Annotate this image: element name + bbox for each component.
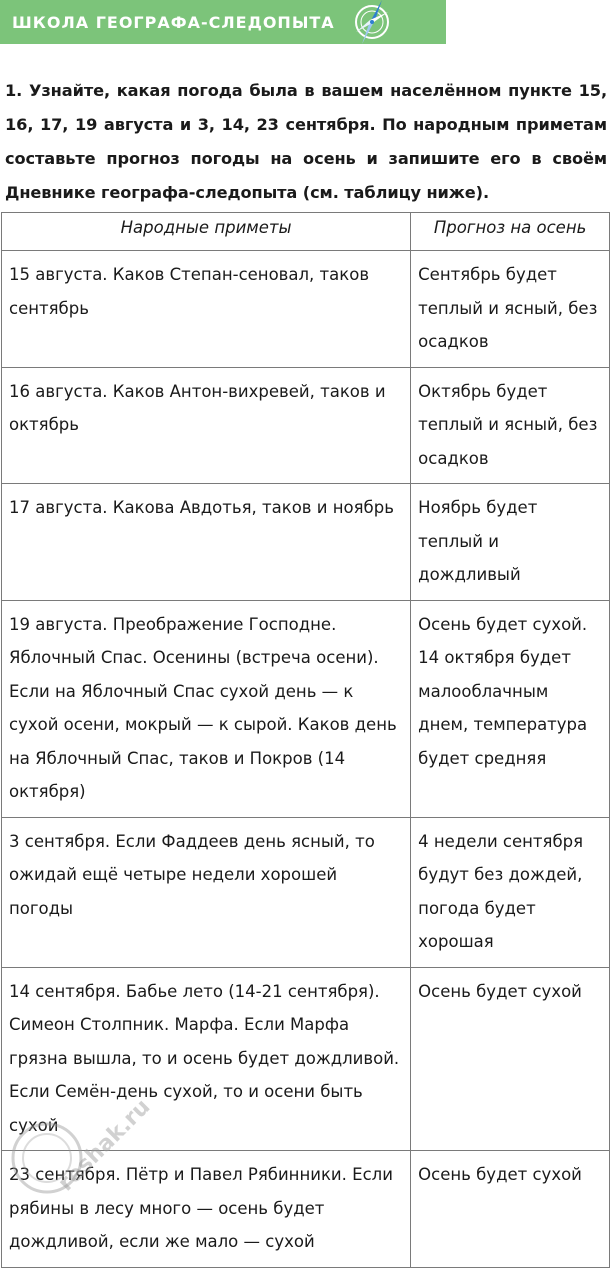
table-row: [2, 251, 610, 368]
header-forecast: Прогноз на осень: [411, 213, 610, 251]
forecast-cell: Осень будет сухой: [411, 1151, 610, 1268]
table-header-row: [2, 213, 610, 251]
compass-icon: [340, 0, 400, 48]
table-row: [2, 600, 610, 817]
sign-cell: 3 сентября. Если Фаддеев день ясный, то ожидай ещё четыре недели хорошей погоды: [2, 817, 411, 967]
forecast-table-container: [1, 212, 610, 1268]
sign-cell: 14 сентября. Бабье лето (14-21 сентября). Симеон Столпник. Марфа. Если Марфа грязна вышла, то и осень будет дождливой. Если Семён-день сухой, то и осени быть сухой: [2, 967, 411, 1151]
table-row: [2, 817, 610, 967]
table-row: [2, 367, 610, 484]
sign-cell: 19 августа. Преображение Господне. Яблочный Спас. Осенины (встреча осени). Если на Яблочный Спас сухой день — к сухой осени, мокрый — к сырой. Каков день на Яблочный Спас, таков и Покров (14 октября): [2, 600, 411, 817]
forecast-table: [1, 212, 610, 1268]
sign-cell: 16 августа. Каков Антон-вихревей, таков и октябрь: [2, 367, 411, 484]
task-text: 1. Узнайте, какая погода была в вашем населённом пункте 15, 16, 17, 19 августа и 3, 14, 23 сентября. По народным приметам составьте прогноз погоды на осень и запишите его в своём Дневнике географа-следопыта (см. таблицу ниже).: [5, 81, 607, 202]
header-signs: Народные приметы: [2, 213, 411, 251]
table-row: [2, 484, 610, 601]
sign-cell: 23 сентября. Пётр и Павел Рябинники. Если рябины в лесу много — осень будет дождливой, если же мало — сухой: [2, 1151, 411, 1268]
forecast-cell: Ноябрь будет теплый и дождливый: [411, 484, 610, 601]
table-row: [2, 1151, 610, 1268]
sign-cell: 17 августа. Какова Авдотья, таков и ноябрь: [2, 484, 411, 601]
forecast-cell: 4 недели сентября будут без дождей, погода будет хорошая: [411, 817, 610, 967]
banner-title: ШКОЛА ГЕОГРАФА-СЛЕДОПЫТА: [12, 12, 335, 32]
watermark-text: reshak.ru: [53, 1094, 156, 1197]
sign-cell: 15 августа. Каков Степан-сеновал, таков сентябрь: [2, 251, 411, 368]
table-row: [2, 967, 610, 1151]
forecast-cell: Осень будет сухой. 14 октября будет малооблачным днем, температура будет средняя: [411, 600, 610, 817]
forecast-cell: Октябрь будет теплый и ясный, без осадков: [411, 367, 610, 484]
forecast-cell: Осень будет сухой: [411, 967, 610, 1151]
forecast-cell: Сентябрь будет теплый и ясный, без осадков: [411, 251, 610, 368]
